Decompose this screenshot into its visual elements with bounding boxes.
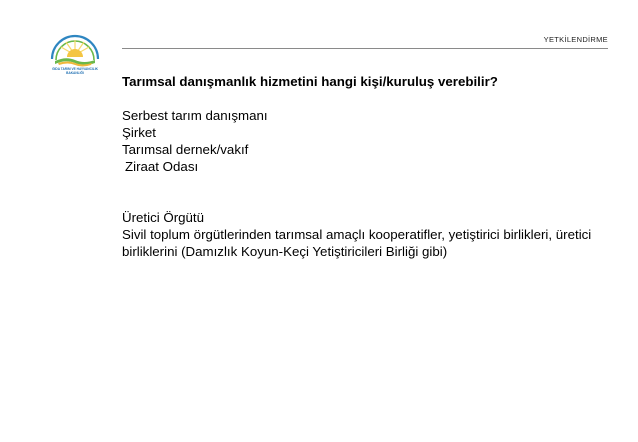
answer-item: Ziraat Odası <box>125 159 199 174</box>
header-divider <box>122 48 608 49</box>
answer-item: Tarımsal dernek/vakıf <box>122 142 249 157</box>
answer-item: Şirket <box>122 125 156 140</box>
slide-content <box>122 73 622 260</box>
logo-text-line-1: GIDA TARIM VE HAYVANCILIK <box>52 67 98 71</box>
spacer <box>122 175 622 209</box>
question-heading: Tarımsal danışmanlık hizmetini hangi kişi/kuruluş verebilir? <box>122 74 498 89</box>
ministry-logo-icon <box>46 27 104 77</box>
producer-org-title: Üretici Örgütü <box>122 210 205 225</box>
section-label: YETKİLENDİRME <box>543 35 608 44</box>
logo-text-line-2: BAKANLIĞI <box>66 71 84 75</box>
producer-org-description: Sivil toplum örgütlerinden tarımsal amaçlı kooperatifler, yetiştirici birlikleri, üretici birliklerini (Damızlık Koyun-Keçi Yetiştiricileri Birliği gibi) <box>122 227 592 259</box>
answer-item: Serbest tarım danışmanı <box>122 108 268 123</box>
